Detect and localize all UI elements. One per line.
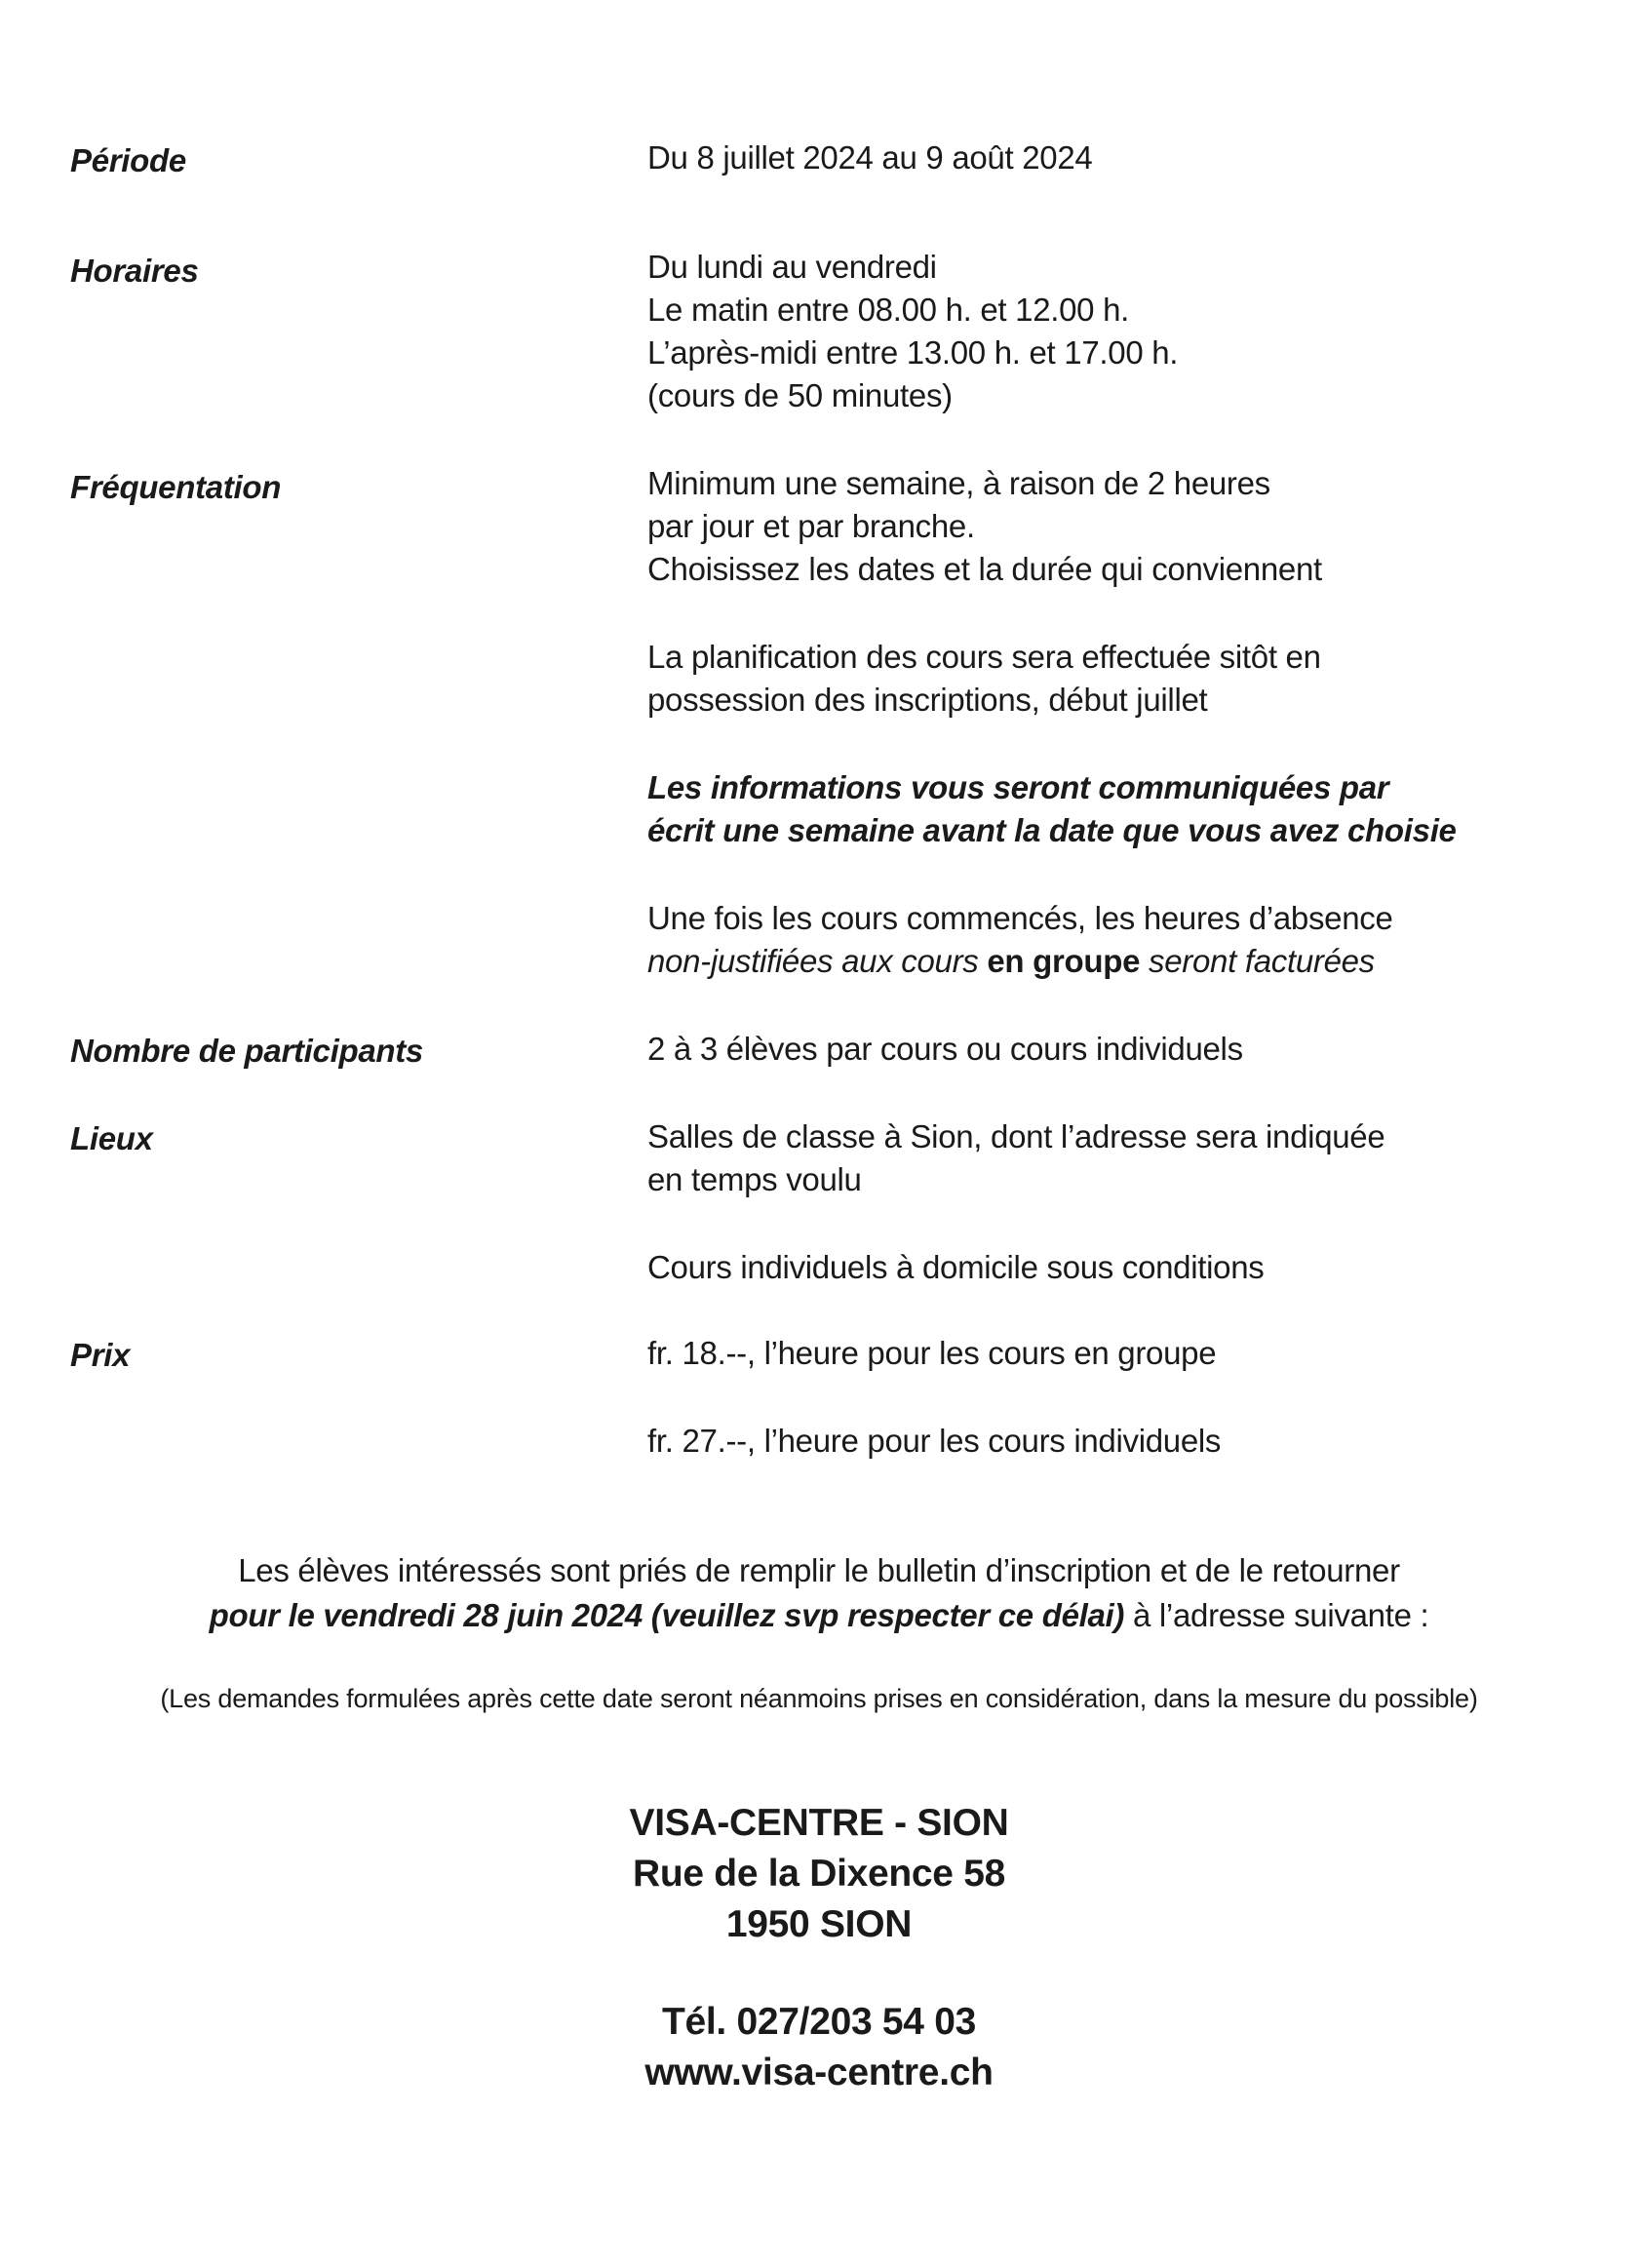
address-intro-text: à l’adresse suivante :: [1132, 1597, 1429, 1633]
notice-line1: Les élèves intéressés sont priés de remplir le bulletin d’inscription et de le retourner: [238, 1552, 1400, 1588]
label-lieux: Lieux: [70, 1120, 153, 1156]
prix-line-group: [647, 1332, 1216, 1375]
horaires-line: L’après-midi entre 13.00 h. et 17.00 h.: [647, 334, 1179, 371]
value-horaires: [647, 246, 1178, 417]
lieux-line: Salles de classe à Sion, dont l’adresse sera indiquée: [647, 1118, 1385, 1154]
label-horaires: Horaires: [70, 253, 199, 289]
frequentation-line: Choisissez les dates et la durée qui conviennent: [647, 551, 1322, 587]
frequentation-para2: [647, 636, 1321, 722]
horaires-line: Du lundi au vendredi: [647, 249, 937, 285]
participants-line: 2 à 3 élèves par cours ou cours individuels: [647, 1031, 1243, 1067]
address-city: 1950 SION: [725, 1903, 913, 1945]
frequentation-line: Minimum une semaine, à raison de 2 heures: [647, 465, 1270, 501]
prix-line: fr. 27.--, l’heure pour les cours individuels: [647, 1423, 1222, 1459]
absence-billed-text: seront facturées: [1149, 943, 1375, 979]
label-prix: Prix: [70, 1337, 131, 1373]
label-periode: Période: [70, 142, 186, 178]
lieux-line: en temps voulu: [647, 1161, 862, 1197]
lieux-para1: [647, 1115, 1384, 1201]
contact-block: [0, 1997, 1638, 2098]
address-block: [0, 1798, 1638, 1950]
frequentation-para1: [647, 462, 1322, 591]
label-participants: Nombre de participants: [70, 1033, 423, 1069]
prix-line-individual: [647, 1420, 1221, 1463]
frequentation-line: [647, 940, 1393, 983]
frequentation-line: Les informations vous seront communiquées par: [647, 769, 1389, 805]
frequentation-para3: [647, 766, 1457, 852]
horaires-line: Le matin entre 08.00 h. et 12.00 h.: [647, 292, 1130, 328]
absence-text: non-justifiées aux cours: [647, 943, 979, 979]
notice-line2: [0, 1593, 1638, 1638]
lieux-line: Cours individuels à domicile sous conditions: [647, 1249, 1265, 1285]
frequentation-para4: [647, 897, 1393, 983]
phone-number: Tél. 027/203 54 03: [661, 2001, 977, 2043]
frequentation-line: Une fois les cours commencés, les heures d’absence: [647, 900, 1393, 936]
frequentation-line: possession des inscriptions, début juillet: [647, 682, 1208, 718]
label-frequentation: Fréquentation: [70, 469, 282, 505]
frequentation-line: par jour et par branche.: [647, 508, 975, 544]
periode-line: Du 8 juillet 2024 au 9 août 2024: [647, 139, 1093, 176]
absence-group-text: en groupe: [987, 943, 1141, 979]
value-periode: [647, 137, 1092, 179]
horaires-line: (cours de 50 minutes): [647, 377, 953, 413]
deadline-text: pour le vendredi 28 juin 2024 (veuillez svp respecter ce délai): [209, 1597, 1125, 1633]
lieux-para2: [647, 1246, 1264, 1289]
address-name: VISA-CENTRE - SION: [629, 1802, 1009, 1844]
address-street: Rue de la Dixence 58: [632, 1853, 1006, 1895]
late-request-note: (Les demandes formulées après cette date seront néanmoins prises en considération, dans la mesure du possible): [160, 1684, 1478, 1713]
website-link[interactable]: www.visa-centre.ch: [644, 2052, 994, 2093]
value-participants: [647, 1028, 1243, 1071]
prix-line: fr. 18.--, l’heure pour les cours en groupe: [647, 1335, 1217, 1371]
frequentation-line: La planification des cours sera effectuée sitôt en: [647, 639, 1321, 675]
frequentation-line: écrit une semaine avant la date que vous avez choisie: [647, 812, 1457, 848]
